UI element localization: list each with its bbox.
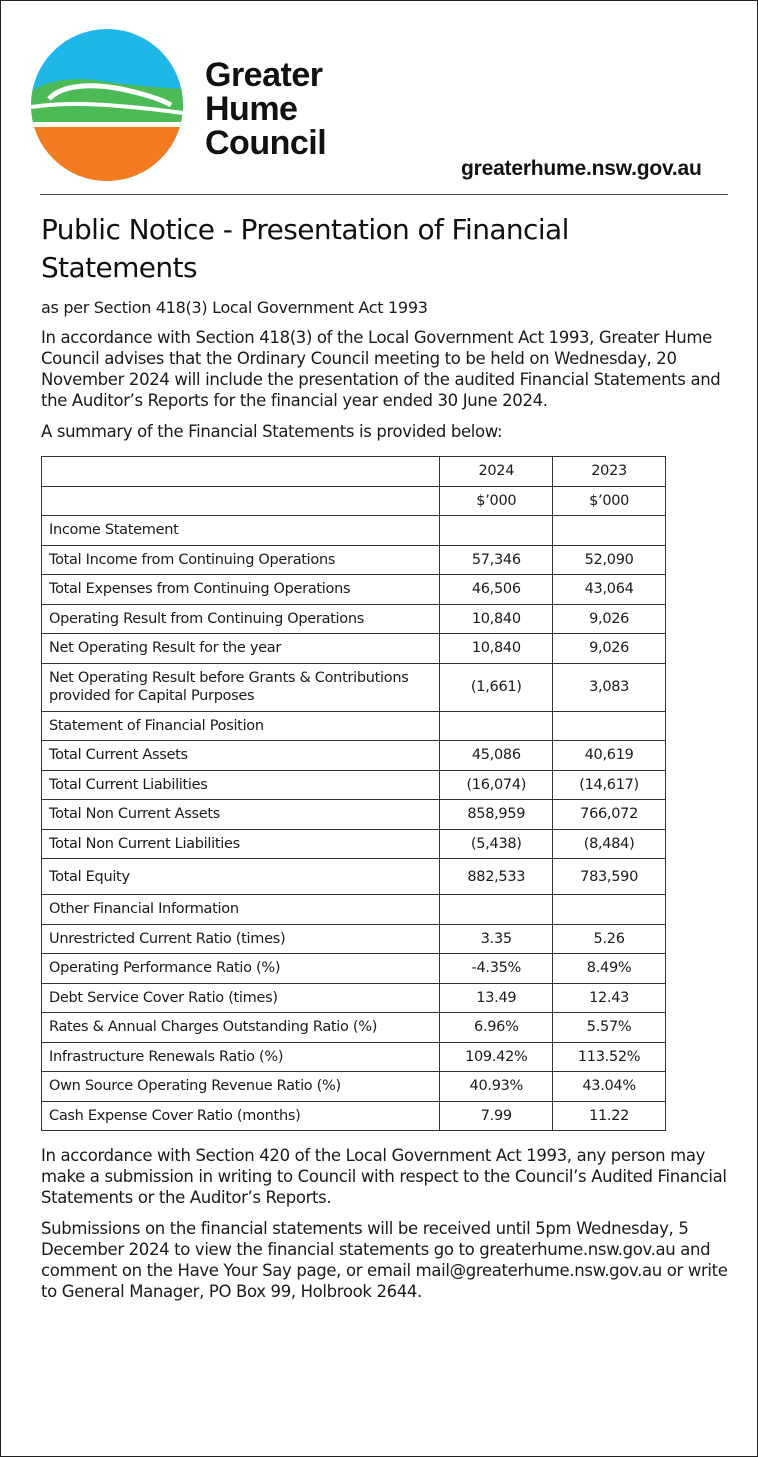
value-2024: (1,661) [440,663,553,711]
row-label: Income Statement [42,516,440,546]
value-2024: 882,533 [440,859,553,895]
table-row [42,545,666,575]
closing-paragraph: Submissions on the financial statements will be received until 5pm Wednesday, 5 December 2024 to view the financial statements go to greaterhume.nsw.gov.au and comment on the Have Your Say page, or email mail@greaterhume.nsw.gov.au or write to General Manager, PO Box 99, Holbrook 2644. [41,1219,728,1301]
row-label: Own Source Operating Revenue Ratio (%) [42,1072,440,1102]
value-2024 [440,711,553,741]
value-2023 [553,516,666,546]
value-2024: 10,840 [440,634,553,664]
table-row [42,829,666,859]
notice-header [1,1,757,195]
value-2024: 10,840 [440,604,553,634]
row-label: Statement of Financial Position [42,711,440,741]
wordmark-line-1: Greater [205,56,323,94]
row-label: Other Financial Information [42,895,440,925]
value-2024 [440,895,553,925]
table-row [42,859,666,895]
year-header-2024: 2024 [440,457,553,487]
row-label: Cash Expense Cover Ratio (months) [42,1101,440,1131]
value-2024: -4.35% [440,954,553,984]
value-2023: 9,026 [553,604,666,634]
value-2024: (5,438) [440,829,553,859]
wordmark-line-3: Council [205,124,327,162]
row-label: Total Equity [42,859,440,895]
row-label: Net Operating Result before Grants & Contributions provided for Capital Purposes [42,663,440,711]
notice-subtitle: as per Section 418(3) Local Government Act 1993 [41,298,428,317]
table-row [42,1072,666,1102]
unit-header-2024: $’000 [440,486,553,516]
row-label: Unrestricted Current Ratio (times) [42,924,440,954]
table-row [42,516,666,546]
table-row [42,711,666,741]
row-label: Total Non Current Assets [42,800,440,830]
value-2024: 6.96% [440,1013,553,1043]
value-2024: 40.93% [440,1072,553,1102]
value-2023: 9,026 [553,634,666,664]
value-2023: (14,617) [553,770,666,800]
table-row [42,895,666,925]
row-label: Net Operating Result for the year [42,634,440,664]
financial-summary-table [41,456,666,1131]
value-2024: (16,074) [440,770,553,800]
council-wordmark [205,58,326,160]
value-2023: 12.43 [553,983,666,1013]
year-header-2023: 2023 [553,457,666,487]
summary-lead: A summary of the Financial Statements is provided below: [41,422,503,441]
notice-content [41,211,731,1302]
unit-header-2023: $’000 [553,486,666,516]
row-label: Total Expenses from Continuing Operations [42,575,440,605]
value-2024: 858,959 [440,800,553,830]
value-2024: 109.42% [440,1042,553,1072]
council-website: greaterhume.nsw.gov.au [461,157,702,180]
value-2024: 3.35 [440,924,553,954]
value-2024: 46,506 [440,575,553,605]
table-row [42,741,666,771]
table-row [42,1013,666,1043]
wordmark-line-2: Hume [205,90,298,128]
value-2023: 43.04% [553,1072,666,1102]
row-label: Total Current Assets [42,741,440,771]
value-2024: 57,346 [440,545,553,575]
row-label: Total Current Liabilities [42,770,440,800]
row-label: Total Non Current Liabilities [42,829,440,859]
council-logo-icon [31,29,183,181]
value-2023: 11.22 [553,1101,666,1131]
row-label: Operating Result from Continuing Operations [42,604,440,634]
table-row [42,1042,666,1072]
value-2023: 40,619 [553,741,666,771]
value-2024: 7.99 [440,1101,553,1131]
value-2023: 113.52% [553,1042,666,1072]
table-row [42,924,666,954]
value-2023: 5.57% [553,1013,666,1043]
row-label: Infrastructure Renewals Ratio (%) [42,1042,440,1072]
value-2023: 52,090 [553,545,666,575]
table-row [42,575,666,605]
value-2023: 783,590 [553,859,666,895]
table-row [42,983,666,1013]
row-label: Total Income from Continuing Operations [42,545,440,575]
value-2023: 8.49% [553,954,666,984]
table-header-years [42,457,666,487]
notice-title: Public Notice - Presentation of Financial Statements [41,213,569,284]
table-header-units [42,486,666,516]
header-divider [40,194,728,195]
table-row [42,634,666,664]
intro-paragraph: In accordance with Section 418(3) of the Local Government Act 1993, Greater Hume Council advises that the Ordinary Council meeting to be held on Wednesday, 20 November 2024 will include the presentation of the audited Financial Statements and the Auditor’s Reports for the financial year ended 30 June 2024. [41,328,721,410]
value-2023: 43,064 [553,575,666,605]
table-row [42,954,666,984]
row-label: Rates & Annual Charges Outstanding Ratio (%) [42,1013,440,1043]
value-2023: 3,083 [553,663,666,711]
value-2023 [553,711,666,741]
table-row [42,604,666,634]
value-2023: (8,484) [553,829,666,859]
table-row [42,663,666,711]
value-2024: 13.49 [440,983,553,1013]
table-row [42,770,666,800]
value-2024 [440,516,553,546]
submission-paragraph: In accordance with Section 420 of the Local Government Act 1993, any person may make a submission in writing to Council with respect to the Council’s Audited Financial Statements or the Auditor’s Reports. [41,1146,727,1207]
row-label: Operating Performance Ratio (%) [42,954,440,984]
value-2023: 5.26 [553,924,666,954]
value-2024: 45,086 [440,741,553,771]
table-row [42,1101,666,1131]
value-2023: 766,072 [553,800,666,830]
table-row [42,800,666,830]
row-label: Debt Service Cover Ratio (times) [42,983,440,1013]
value-2023 [553,895,666,925]
